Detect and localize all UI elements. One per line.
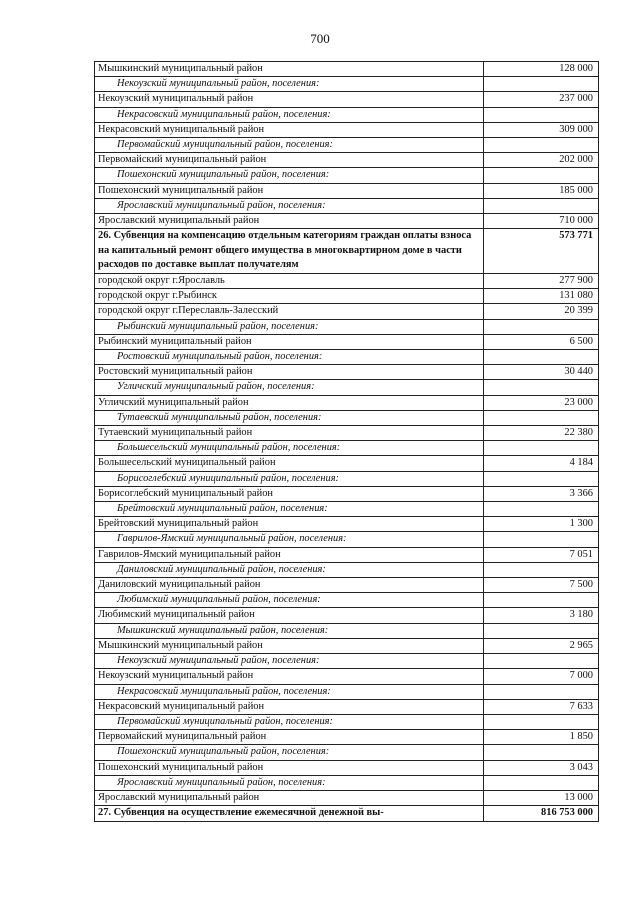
table-row — [95, 153, 599, 168]
row-name: Ярославский муниципальный район — [95, 214, 484, 229]
row-value: 3 043 — [484, 760, 599, 775]
row-value: 23 000 — [484, 395, 599, 410]
row-name: Ростовский муниципальный район — [95, 365, 484, 380]
row-value — [484, 593, 599, 608]
row-name: Некоузский муниципальный район, поселения: — [95, 654, 484, 669]
table-row — [95, 214, 599, 229]
subheader-row — [95, 319, 599, 334]
table-row — [95, 304, 599, 319]
subheader-row — [95, 532, 599, 547]
row-value: 20 399 — [484, 304, 599, 319]
row-name: Пошехонский муниципальный район — [95, 760, 484, 775]
row-name: Некрасовский муниципальный район — [95, 122, 484, 137]
table-row — [95, 183, 599, 198]
subheader-row — [95, 684, 599, 699]
table-row — [95, 760, 599, 775]
row-name: Угличский муниципальный район — [95, 395, 484, 410]
subsidy-table — [94, 61, 599, 822]
row-name: Пошехонский муниципальный район, поселения: — [95, 168, 484, 183]
row-value — [484, 441, 599, 456]
row-value: 237 000 — [484, 92, 599, 107]
row-value: 30 440 — [484, 365, 599, 380]
row-value — [484, 77, 599, 92]
row-name: Большесельский муниципальный район, поселения: — [95, 441, 484, 456]
table-body — [95, 62, 599, 822]
row-value: 131 080 — [484, 289, 599, 304]
row-name: Мышкинский муниципальный район — [95, 62, 484, 77]
subheader-row — [95, 410, 599, 425]
row-value: 22 380 — [484, 426, 599, 441]
row-value: 3 366 — [484, 486, 599, 501]
table-row — [95, 92, 599, 107]
subheader-row — [95, 562, 599, 577]
row-name: Даниловский муниципальный район — [95, 578, 484, 593]
row-name: Ростовский муниципальный район, поселения: — [95, 350, 484, 365]
row-value — [484, 532, 599, 547]
row-name: Ярославский муниципальный район, поселения: — [95, 198, 484, 213]
table-row — [95, 456, 599, 471]
row-value: 7 000 — [484, 669, 599, 684]
subheader-row — [95, 441, 599, 456]
table-row — [95, 395, 599, 410]
row-value: 710 000 — [484, 214, 599, 229]
table-row — [95, 122, 599, 137]
row-name: Некрасовский муниципальный район, поселения: — [95, 107, 484, 122]
row-name: Рыбинский муниципальный район — [95, 334, 484, 349]
row-name: Угличский муниципальный район, поселения: — [95, 380, 484, 395]
table-row — [95, 699, 599, 714]
row-value: 277 900 — [484, 274, 599, 289]
row-name: Некоузский муниципальный район — [95, 92, 484, 107]
row-value — [484, 168, 599, 183]
subheader-row — [95, 77, 599, 92]
row-value: 7 500 — [484, 578, 599, 593]
row-name: Любимский муниципальный район, поселения: — [95, 593, 484, 608]
subheader-row — [95, 471, 599, 486]
row-name: Некрасовский муниципальный район — [95, 699, 484, 714]
row-value: 1 300 — [484, 517, 599, 532]
section-row — [95, 806, 599, 822]
row-value — [484, 319, 599, 334]
row-name: 27. Субвенция на осуществление ежемесячной денежной вы- — [95, 806, 484, 822]
row-value — [484, 623, 599, 638]
row-name: Гаврилов-Ямский муниципальный район, поселения: — [95, 532, 484, 547]
row-value — [484, 562, 599, 577]
row-name: Большесельский муниципальный район — [95, 456, 484, 471]
table-row — [95, 334, 599, 349]
table-row — [95, 365, 599, 380]
table-row — [95, 578, 599, 593]
row-name: Борисоглебский муниципальный район — [95, 486, 484, 501]
row-value — [484, 107, 599, 122]
row-name: Первомайский муниципальный район — [95, 730, 484, 745]
table-row — [95, 790, 599, 805]
table-row — [95, 517, 599, 532]
row-name: городской округ г.Ярославль — [95, 274, 484, 289]
subheader-row — [95, 198, 599, 213]
table-row — [95, 730, 599, 745]
row-name: Первомайский муниципальный район, поселения: — [95, 714, 484, 729]
row-name: городской округ г.Переславль-Залесский — [95, 304, 484, 319]
table-row — [95, 547, 599, 562]
row-name: Ярославский муниципальный район — [95, 790, 484, 805]
table-row — [95, 426, 599, 441]
row-name: Мышкинский муниципальный район, поселения: — [95, 623, 484, 638]
row-value — [484, 138, 599, 153]
row-value — [484, 502, 599, 517]
row-value: 816 753 000 — [484, 806, 599, 822]
row-name: Рыбинский муниципальный район, поселения: — [95, 319, 484, 334]
subheader-row — [95, 654, 599, 669]
table-row — [95, 486, 599, 501]
row-name: Первомайский муниципальный район — [95, 153, 484, 168]
row-value: 4 184 — [484, 456, 599, 471]
row-value — [484, 775, 599, 790]
row-name: Брейтовский муниципальный район, поселения: — [95, 502, 484, 517]
row-name: Гаврилов-Ямский муниципальный район — [95, 547, 484, 562]
row-value — [484, 350, 599, 365]
row-name: Мышкинский муниципальный район — [95, 638, 484, 653]
row-value: 3 180 — [484, 608, 599, 623]
row-value — [484, 654, 599, 669]
section-row — [95, 229, 599, 274]
row-name: Пошехонский муниципальный район — [95, 183, 484, 198]
row-value: 13 000 — [484, 790, 599, 805]
row-value: 2 965 — [484, 638, 599, 653]
row-name: Первомайский муниципальный район, поселения: — [95, 138, 484, 153]
table-row — [95, 289, 599, 304]
subheader-row — [95, 350, 599, 365]
row-name: городской округ г.Рыбинск — [95, 289, 484, 304]
row-value — [484, 410, 599, 425]
row-name: Некоузский муниципальный район, поселения: — [95, 77, 484, 92]
subheader-row — [95, 138, 599, 153]
row-value: 7 633 — [484, 699, 599, 714]
row-name: Пошехонский муниципальный район, поселения: — [95, 745, 484, 760]
subheader-row — [95, 502, 599, 517]
row-value — [484, 745, 599, 760]
row-value: 6 500 — [484, 334, 599, 349]
row-value — [484, 471, 599, 486]
row-value: 185 000 — [484, 183, 599, 198]
table-row — [95, 669, 599, 684]
table-row — [95, 274, 599, 289]
row-value: 128 000 — [484, 62, 599, 77]
row-value: 202 000 — [484, 153, 599, 168]
subheader-row — [95, 168, 599, 183]
table-row — [95, 608, 599, 623]
subheader-row — [95, 107, 599, 122]
row-name: Даниловский муниципальный район, поселения: — [95, 562, 484, 577]
row-name: Ярославский муниципальный район, поселения: — [95, 775, 484, 790]
row-name: Брейтовский муниципальный район — [95, 517, 484, 532]
row-value: 7 051 — [484, 547, 599, 562]
row-value — [484, 380, 599, 395]
row-value — [484, 684, 599, 699]
row-value — [484, 198, 599, 213]
row-name: Тутаевский муниципальный район — [95, 426, 484, 441]
row-value — [484, 714, 599, 729]
row-name: Некоузский муниципальный район — [95, 669, 484, 684]
subheader-row — [95, 745, 599, 760]
subheader-row — [95, 623, 599, 638]
row-name: 26. Субвенция на компенсацию отдельным категориям граждан оплаты взноса на капитальный ремонт общего имущества в многоквартирном доме в части расходов по доставке выплат получателям — [95, 229, 484, 274]
subheader-row — [95, 714, 599, 729]
subheader-row — [95, 593, 599, 608]
page-number: 700 — [310, 31, 330, 46]
table-row — [95, 62, 599, 77]
row-name: Некрасовский муниципальный район, поселения: — [95, 684, 484, 699]
subheader-row — [95, 380, 599, 395]
row-name: Борисоглебский муниципальный район, поселения: — [95, 471, 484, 486]
row-value: 573 771 — [484, 229, 599, 274]
table-row — [95, 638, 599, 653]
subheader-row — [95, 775, 599, 790]
row-value: 1 850 — [484, 730, 599, 745]
row-name: Тутаевский муниципальный район, поселения: — [95, 410, 484, 425]
row-name: Любимский муниципальный район — [95, 608, 484, 623]
row-value: 309 000 — [484, 122, 599, 137]
